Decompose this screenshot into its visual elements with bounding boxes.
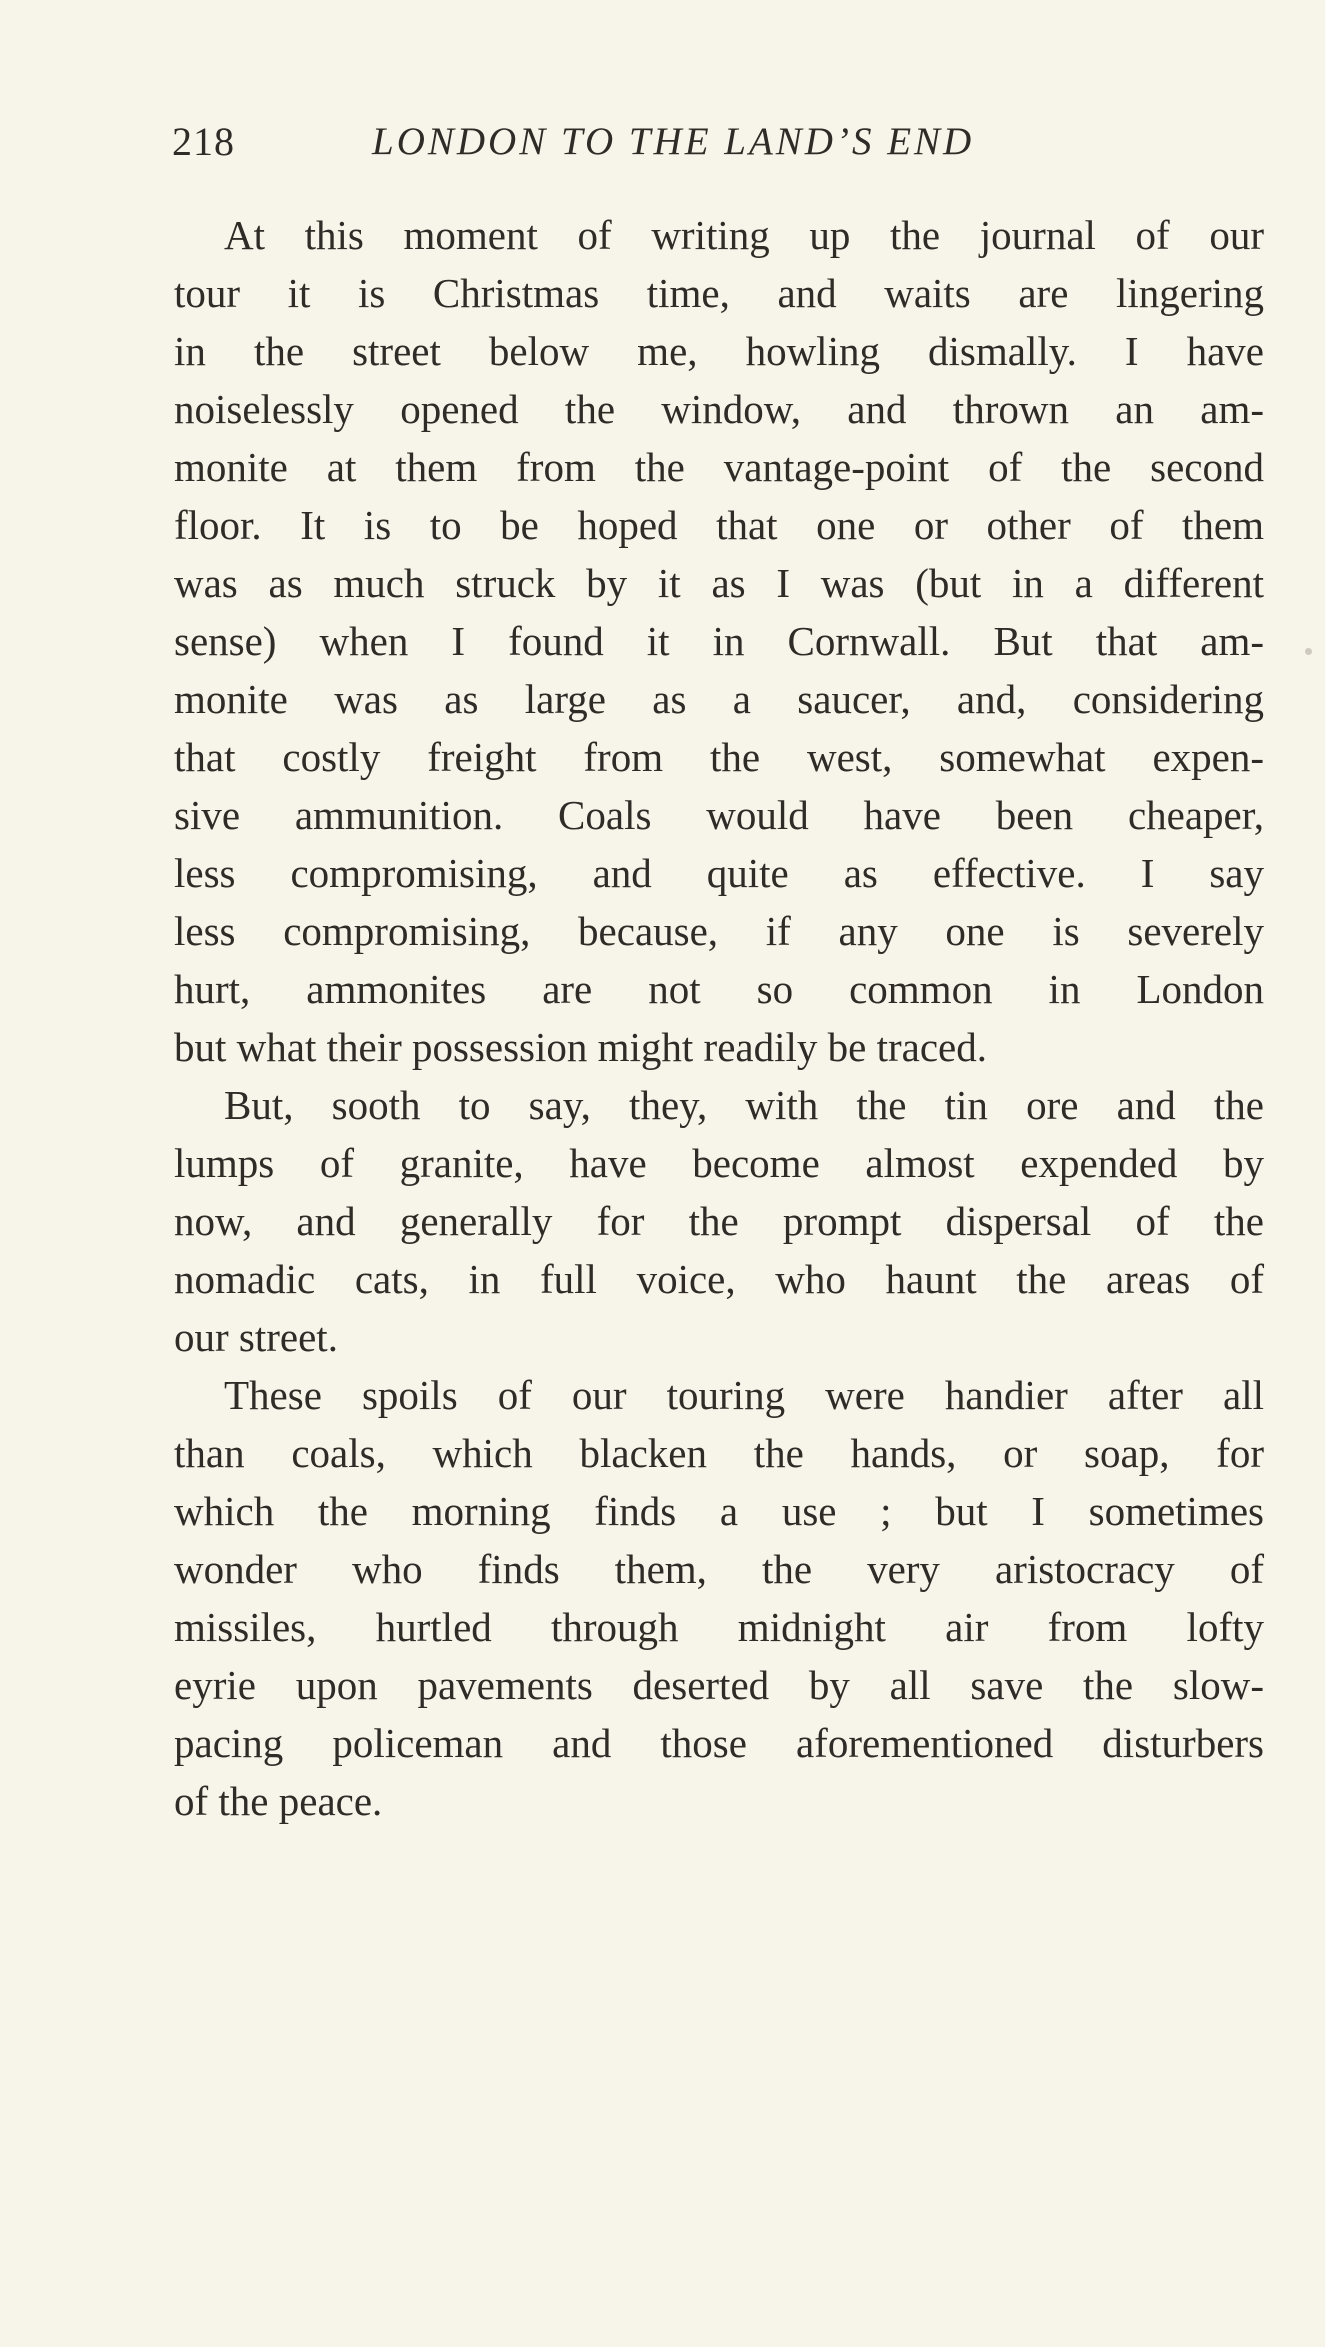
text-line: less compromising, because, if any one is severely [174,908,1264,954]
text-line: These spoils of our touring were handier after all [224,1372,1264,1418]
running-head [172,112,1072,172]
text-line: hurt, ammonites are not so common in London [174,966,1264,1012]
text-line: noiselessly opened the window, and thrown an am- [174,386,1264,432]
text-line: that costly freight from the west, somewhat expen- [174,734,1264,780]
text-line: missiles, hurtled through midnight air from lofty [174,1604,1264,1650]
text-line: eyrie upon pavements deserted by all save the slow- [174,1662,1264,1708]
text-line: less compromising, and quite as effective. I say [174,850,1264,896]
text-line: now, and generally for the prompt dispersal of the [174,1198,1264,1244]
text-line: monite was as large as a saucer, and, considering [174,676,1264,722]
running-title: LONDON TO THE LAND’S END [372,120,975,163]
text-line: in the street below me, howling dismally. I have [174,328,1264,374]
paper-speck [1305,648,1312,655]
text-line: monite at them from the vantage-point of the second [174,444,1264,490]
text-line: At this moment of writing up the journal of our [224,212,1264,258]
text-line: sense) when I found it in Cornwall. But that am- [174,618,1264,664]
text-line: than coals, which blacken the hands, or soap, for [174,1430,1264,1476]
text-line: pacing policeman and those aforementioned disturbers [174,1720,1264,1766]
text-line: wonder who finds them, the very aristocracy of [174,1546,1264,1592]
text-line: which the morning finds a use ; but I sometimes [174,1488,1264,1534]
text-line: but what their possession might readily be traced. [174,1024,987,1070]
text-line: tour it is Christmas time, and waits are lingering [174,270,1264,316]
text-line: was as much struck by it as I was (but in a different [174,560,1264,606]
text-line: But, sooth to say, they, with the tin ore and the [224,1082,1264,1128]
text-line: floor. It is to be hoped that one or other of them [174,502,1264,548]
text-line: of the peace. [174,1778,383,1824]
text-line: nomadic cats, in full voice, who haunt the areas of [174,1256,1264,1302]
text-line: sive ammunition. Coals would have been cheaper, [174,792,1264,838]
body-text [174,206,1264,1830]
text-line: our street. [174,1314,338,1360]
text-line: lumps of granite, have become almost expended by [174,1140,1264,1186]
page-number: 218 [172,119,235,164]
